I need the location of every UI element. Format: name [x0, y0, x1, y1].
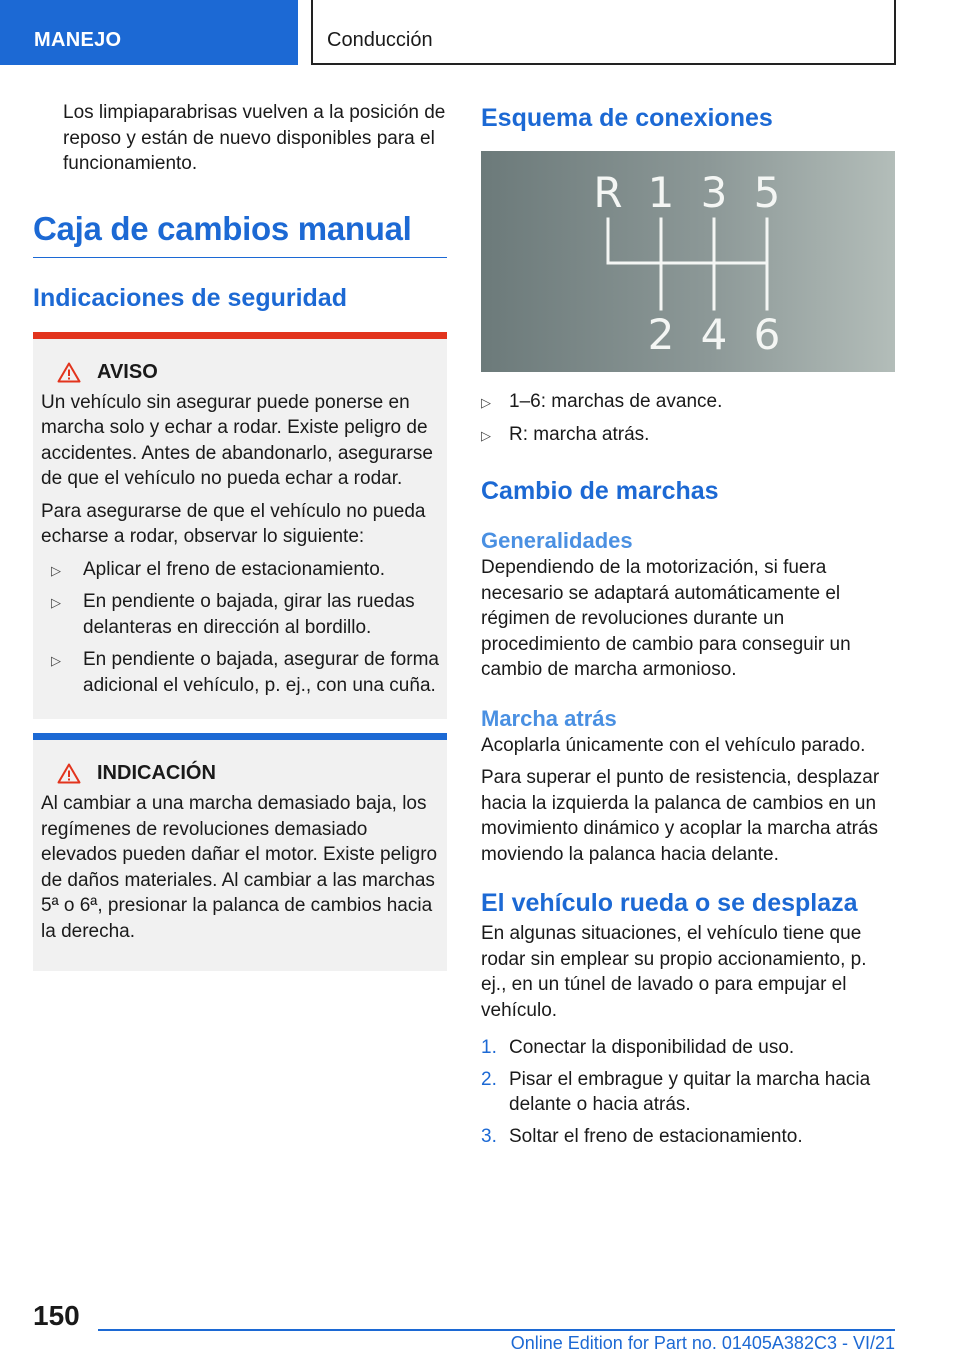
rolling-heading: El vehículo rueda o se desplaza [481, 889, 858, 917]
warning-list [41, 557, 439, 699]
warning-header [41, 361, 439, 384]
list-item: ▷ En pendiente o bajada, girar las ruedas delanteras en dirección al bordillo. [51, 591, 415, 638]
list-item: 2. Pisar el embrague y quitar la marcha hacia delante o hacia atrás. [481, 1068, 871, 1115]
right-column [481, 100, 895, 1155]
triangle-bullet-icon: ▷ [51, 562, 61, 578]
triangle-bullet-icon: ▷ [51, 653, 61, 668]
gear-label-4: 4 [700, 310, 728, 359]
general-heading: Generalidades [481, 528, 633, 553]
triangle-bullet-icon: ▷ [481, 395, 491, 410]
safety-heading: Indicaciones de seguridad [33, 283, 347, 312]
steps-list [481, 1035, 895, 1149]
caution-icon [57, 763, 81, 784]
edition-text: Online Edition for Part no. 01405A382C3 - VI/21 [510, 1333, 895, 1353]
gear-label-2: 2 [647, 310, 675, 359]
intro-text: Los limpiaparabrisas vuelven a la posición de reposo y están de nuevo disponibles para el funcionamiento. [63, 102, 446, 174]
scheme-heading: Esquema de conexiones [481, 104, 773, 132]
gear-shift-diagram [481, 151, 895, 372]
gear-label-r: R [593, 168, 623, 217]
page-number: 150 [33, 1300, 80, 1331]
gear-label-5: 5 [753, 168, 781, 217]
reverse-text-1: Acoplarla únicamente con el vehículo parado. [481, 734, 866, 756]
shift-heading: Cambio de marchas [481, 477, 719, 505]
chapter-header [311, 0, 896, 65]
section-label: MANEJO [34, 29, 122, 51]
note-box [33, 733, 447, 971]
warning-box [33, 332, 447, 720]
section-tab [0, 0, 298, 65]
list-item: 1. Conectar la disponibilidad de uso. [481, 1037, 795, 1058]
list-item: 3. Soltar el freno de estacionamiento. [481, 1125, 803, 1147]
note-label: INDICACIÓN [97, 762, 216, 784]
list-item: ▷ R: marcha atrás. [481, 422, 895, 448]
triangle-bullet-icon: ▷ [481, 427, 491, 443]
warning-label: AVISO [97, 360, 158, 383]
list-item: ▷ Aplicar el freno de estacionamiento. [41, 557, 439, 583]
reverse-text-2: Para superar el punto de resistencia, desplazar hacia la izquierda la palanca de cambios en un movimiento dinámico y acoplar la marcha atrás moviendo la palanca hacia delante. [481, 767, 880, 865]
page-title: Caja de cambios manual [33, 209, 447, 258]
footer-divider [98, 1329, 895, 1331]
left-column [33, 100, 447, 971]
scheme-list [481, 389, 895, 447]
reverse-heading: Marcha atrás [481, 705, 617, 731]
general-text: Dependiendo de la motorización, si fuera necesario se adaptará automáticamente el régimen de revoluciones durante un procedimiento de cambio para conseguir un cambio de marcha armonioso. [481, 557, 851, 680]
warning-instructions: Para asegurarse de que el vehículo no pueda echarse a rodar, observar lo siguiente: [41, 500, 426, 547]
gear-label-1: 1 [647, 168, 675, 217]
gear-label-3: 3 [700, 168, 728, 217]
warning-text: Un vehículo sin asegurar puede ponerse en marcha solo y echar a rodar. Existe peligro de accidentes. Antes de abandonarlo, asegurarse de que el vehículo no pueda echar a rodar. [41, 391, 433, 489]
triangle-bullet-icon: ▷ [51, 595, 61, 610]
list-item: ▷ En pendiente o bajada, asegurar de forma adicional el vehículo, p. ej., con una cuña. [51, 649, 439, 696]
gear-label-6: 6 [753, 310, 781, 359]
note-text: Al cambiar a una marcha demasiado baja, los regímenes de revoluciones demasiado elevados pueden dañar el motor. Existe peligro de daños materiales. Al cambiar a las marchas 5ª o 6ª, presionar la palanca de cambios hacia la derecha. [41, 793, 438, 942]
rolling-text: En algunas situaciones, el vehículo tiene que rodar sin emplear su propio accionamiento, p. ej., en un túnel de lavado o para empujar el vehículo. [481, 923, 867, 1021]
list-item: ▷ 1–6: marchas de avance. [481, 389, 895, 415]
note-header [41, 762, 439, 785]
warning-icon [57, 362, 81, 383]
chapter-label: Conducción [327, 29, 433, 51]
